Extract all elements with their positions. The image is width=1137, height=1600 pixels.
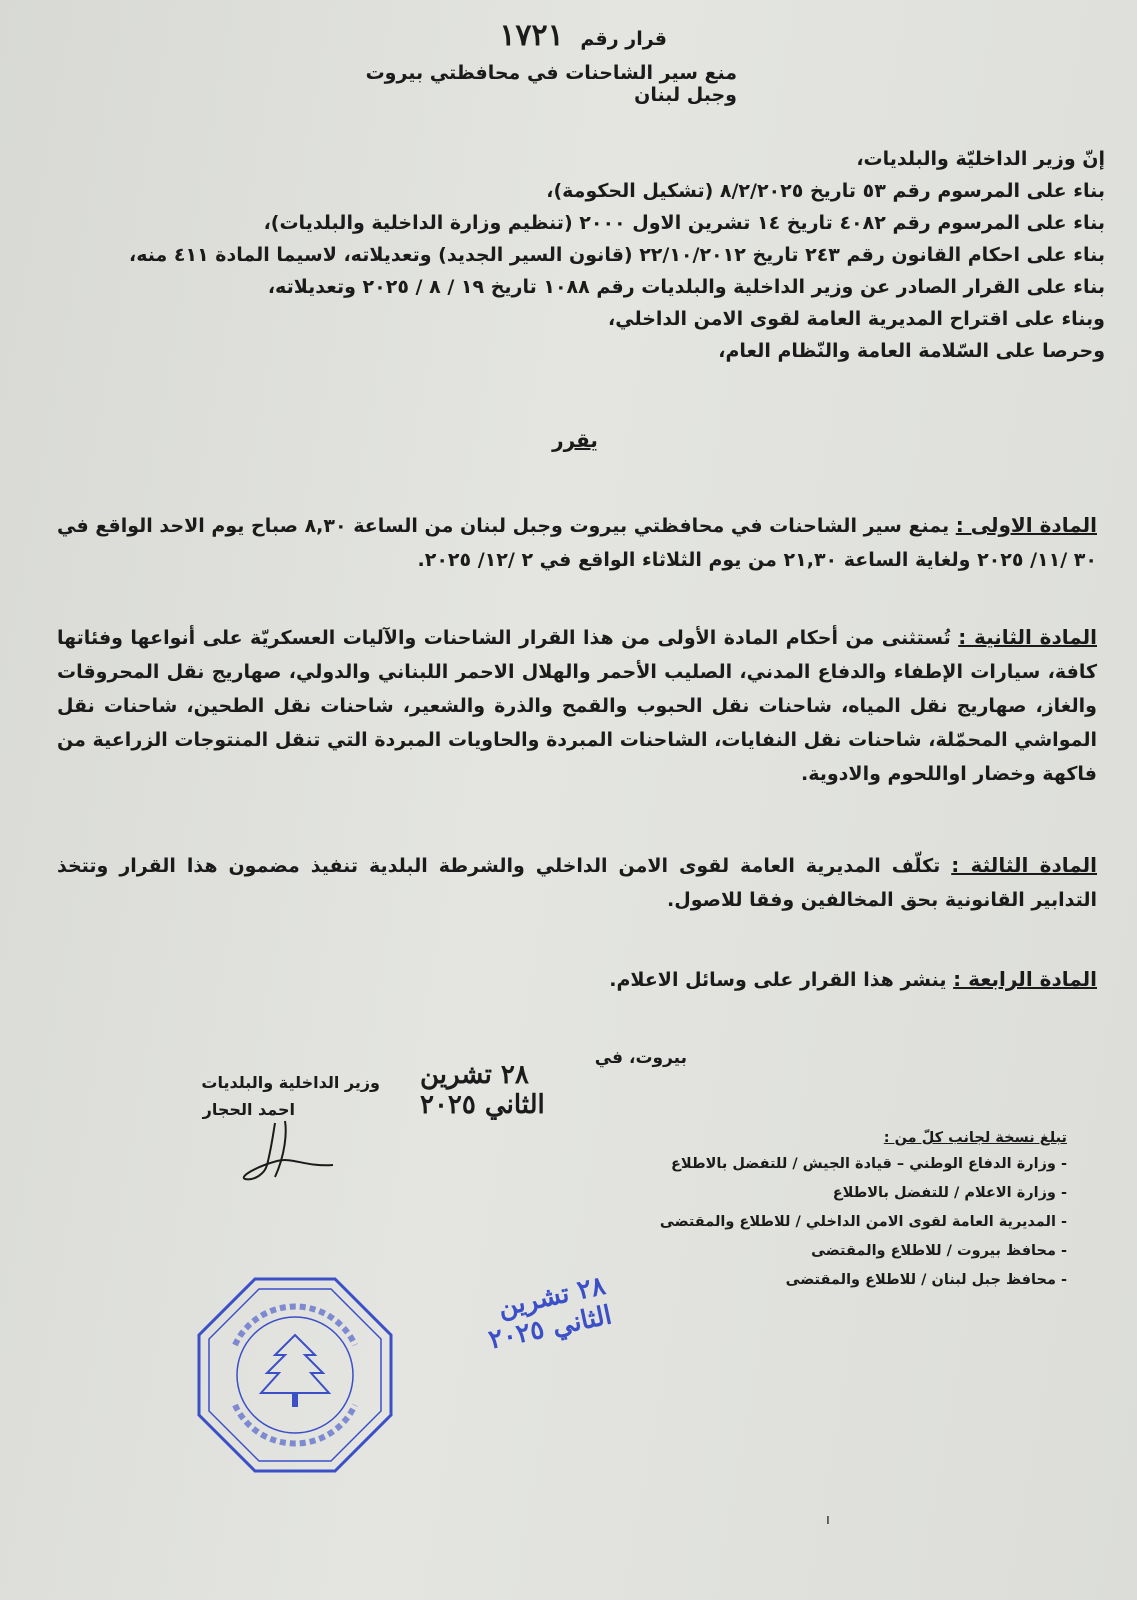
copies-item: - محافظ جبل لبنان / للاطلاع والمقتضى: [785, 1272, 1067, 1288]
minister-name: احمد الحجار: [202, 1100, 295, 1119]
article-text: تكلّف المديرية العامة لقوى الامن الداخلي والشرطة البلدية تنفيذ مضمون هذا القرار وتتخذ التدابير القانونية بحق المخالفين وفقا للاصول.: [57, 855, 1097, 911]
decision-number: ١٧٢١: [499, 18, 564, 53]
article-title: المادة الثانية :: [958, 625, 1098, 649]
preamble-line: وبناء على اقتراح المديرية العامة لقوى الامن الداخلي،: [608, 308, 1105, 330]
article-3: [57, 848, 1097, 917]
article-1: [57, 508, 1097, 577]
decision-number-line: [467, 18, 667, 53]
article-title: المادة الرابعة :: [953, 967, 1097, 991]
preamble-line: بناء على المرسوم رقم ٤٠٨٢ تاريخ ١٤ تشرين الاول ٢٠٠٠ (تنظيم وزارة الداخلية والبلديات)،: [263, 212, 1105, 234]
article-title: المادة الاولى :: [955, 513, 1097, 537]
copies-item: - وزارة الدفاع الوطني – قيادة الجيش / للتفضل بالاطلاع: [671, 1156, 1067, 1172]
article-text: تُستثنى من أحكام المادة الأولى من هذا القرار الشاحنات والآليات العسكريّة على أنواعها وفئاتها كافة، سيارات الإطفاء والدفاع المدني، الصليب الأحمر والهلال الاحمر اللبناني والدولي، صهاريج نقل المحروقات والغاز، صهاريج نقل المياه، شاحنات نقل الحبوب والقمح والذرة والشعير، شاحنات نقل الطحين، شاحنات نقل المواشي المحمّلة، شاحنات نقل النفايات، الشاحنات المبردة والحاويات المبردة التي تنقل المنتوجات الزراعية من فاكهة وخضار اواللحوم والادوية.: [57, 627, 1097, 785]
copies-item: - وزارة الاعلام / للتفضل بالاطلاع: [832, 1185, 1067, 1201]
article-4: [57, 962, 1097, 997]
article-text: يمنع سير الشاحنات في محافظتي بيروت وجبل لبنان من الساعة ٨,٣٠ صباح يوم الاحد الواقع في ٣٠ /١١/ ٢٠٢٥ ولغاية الساعة ٢١,٣٠ من يوم الثلاثاء الواقع في ٢ /١٢/ ٢٠٢٥.: [57, 515, 1097, 571]
minister-title: وزير الداخلية والبلديات: [201, 1073, 380, 1092]
decides-heading: يقرر: [552, 428, 598, 452]
stamp-date: ٢٨ تشرين الثاني ٢٠٢٥: [486, 1270, 615, 1356]
decision-label: قرار رقم: [580, 28, 667, 50]
article-title: المادة الثالثة :: [951, 853, 1098, 877]
preamble-line: بناء على القرار الصادر عن وزير الداخلية والبلديات رقم ١٠٨٨ تاريخ ١٩ / ٨ / ٢٠٢٥ وتعديلاته،: [267, 276, 1105, 298]
copies-item: - المديرية العامة لقوى الامن الداخلي / للاطلاع والمقتضى: [659, 1214, 1067, 1230]
preamble-line: إنّ وزير الداخليّة والبلديات،: [856, 148, 1105, 170]
signature-date: ٢٨ تشرين الثاني ٢٠٢٥: [420, 1060, 545, 1120]
preamble-line: وحرصا على السّلامة العامة والنّظام العام،: [718, 340, 1105, 362]
ministry-seal: [195, 1275, 395, 1475]
signature-city: بيروت، في: [594, 1048, 687, 1068]
handwritten-signature: [215, 1115, 345, 1195]
copies-item: - محافظ بيروت / للاطلاع والمقتضى: [811, 1243, 1067, 1259]
article-text: ينشر هذا القرار على وسائل الاعلام.: [609, 969, 954, 991]
preamble-line: بناء على احكام القانون رقم ٢٤٣ تاريخ ٢٢/١٠/٢٠١٢ (قانون السير الجديد) وتعديلاته، لاسيما المادة ٤١١ منه،: [129, 244, 1105, 266]
copies-heading: تبلغ نسخة لجانب كلّ من :: [883, 1130, 1067, 1146]
article-2: [57, 620, 1097, 791]
copies-list: [627, 1130, 1067, 1295]
page-mark: ı: [826, 1512, 830, 1528]
decision-title: منع سير الشاحنات في محافظتي بيروت وجبل لبنان: [365, 62, 737, 106]
preamble-line: بناء على المرسوم رقم ٥٣ تاريخ ٨/٢/٢٠٢٥ (تشكيل الحكومة)،: [546, 180, 1105, 202]
